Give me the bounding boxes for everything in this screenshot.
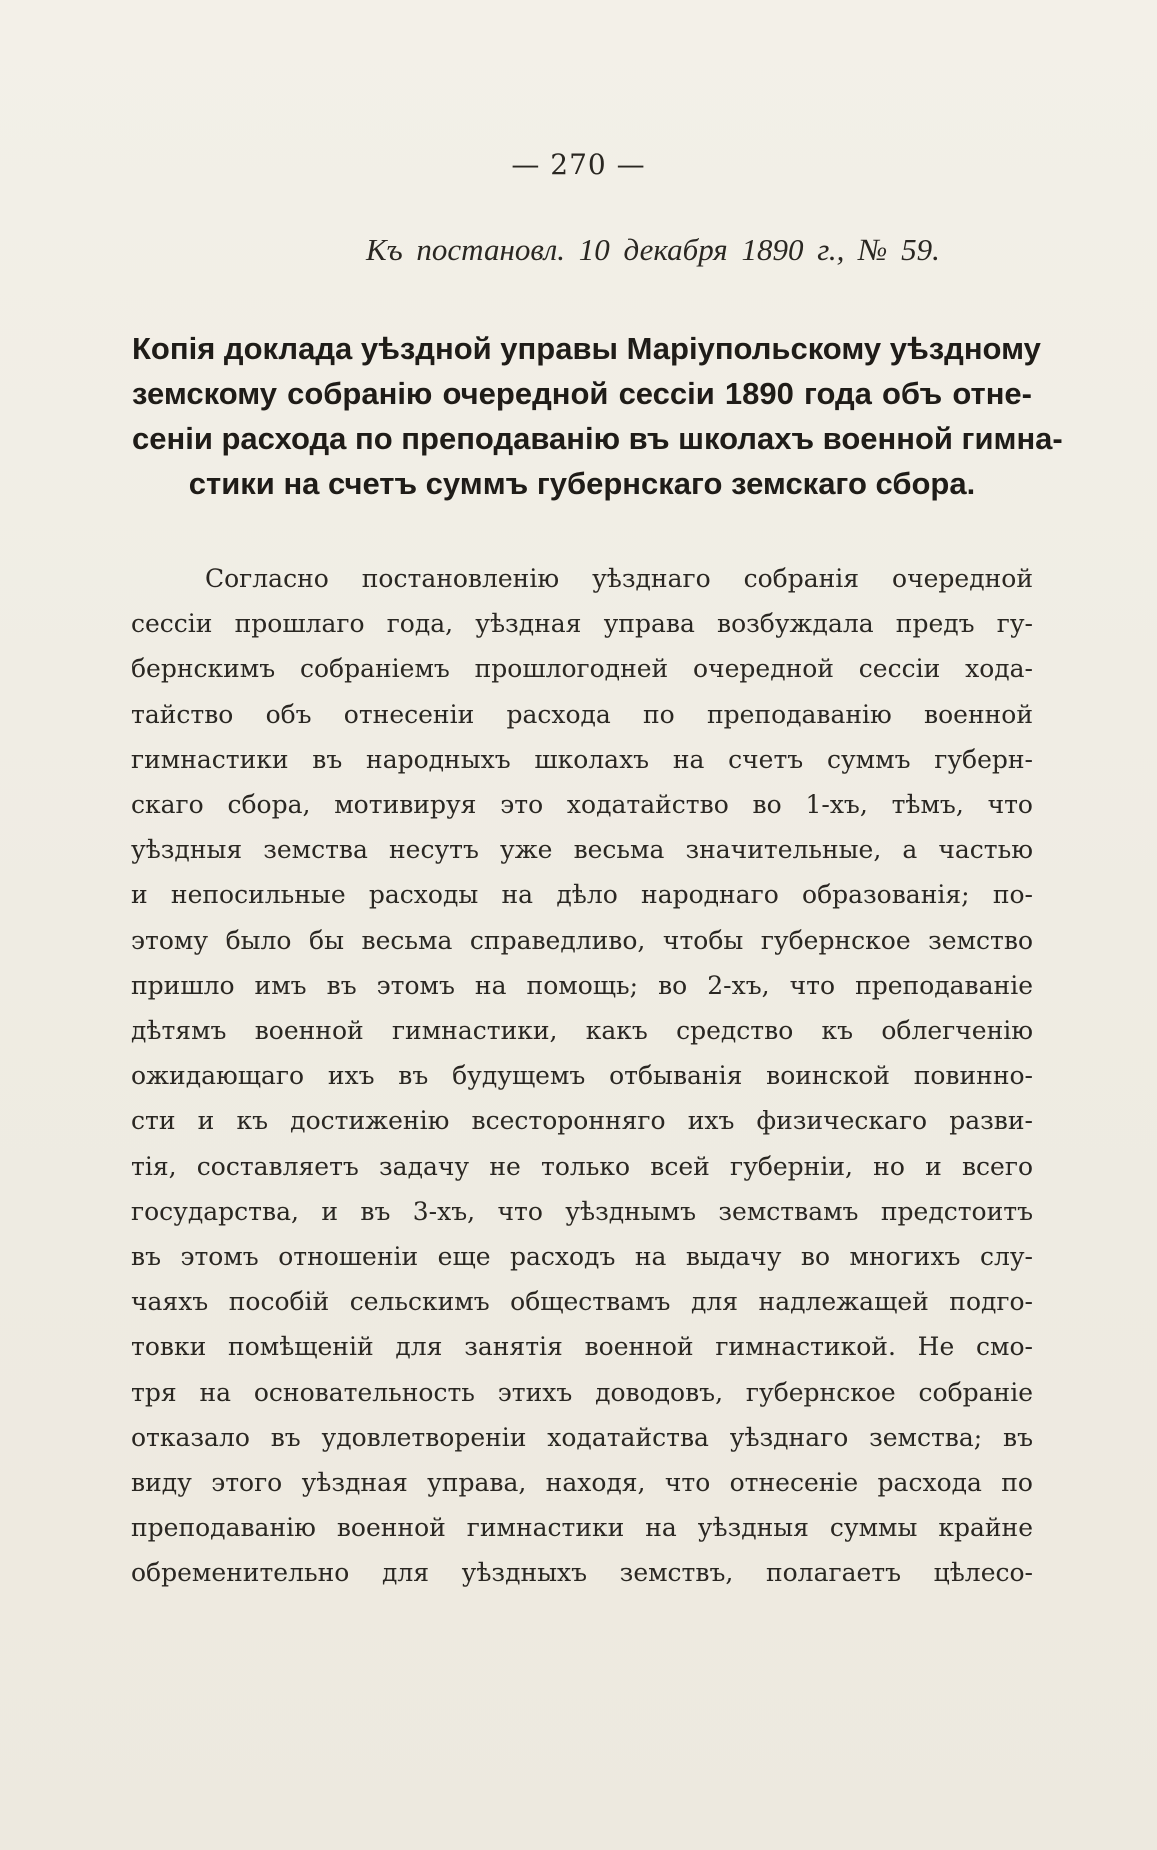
text-line: дѣтямъ военной гимнастики, какъ средство къ облегченію xyxy=(131,1016,1033,1046)
page-number: — 270 — xyxy=(511,148,646,181)
text-line: скаго сбора, мотивируя это ходатайство во 1-хъ, тѣмъ, что xyxy=(131,790,1033,820)
text-line: чаяхъ пособій сельскимъ обществамъ для надлежащей подго- xyxy=(131,1287,1033,1317)
title-line: стики на счетъ суммъ губернскаго земскаго сбора. xyxy=(188,466,976,501)
body-paragraph xyxy=(131,556,1033,1596)
text-line: пришло имъ въ этомъ на помощь; во 2-хъ, что преподаваніе xyxy=(131,970,1033,1000)
text-line: сессіи прошлаго года, уѣздная управа возбуждала предъ гу- xyxy=(131,609,1033,639)
resolution-reference: Къ постановл. 10 декабря 1890 г., № 59. xyxy=(366,232,940,267)
text-line: виду этого уѣздная управа, находя, что отнесеніе расхода по xyxy=(131,1468,1033,1498)
text-line: бернскимъ собраніемъ прошлогодней очередной сессіи хода- xyxy=(131,654,1033,684)
text-line: Согласно постановленію уѣзднаго собранія очередной xyxy=(205,564,1033,593)
text-line: государства, и въ 3-хъ, что уѣзднымъ земствамъ предстоитъ xyxy=(131,1196,1033,1226)
text-line: обременительно для уѣздныхъ земствъ, полагаетъ цѣлесо- xyxy=(131,1558,1033,1588)
text-line: тія, составляетъ задачу не только всей губерніи, но и всего xyxy=(131,1151,1033,1181)
title-line: Копія доклада уѣздной управы Маріупольскому уѣздному xyxy=(132,331,1041,366)
text-line: въ этомъ отношеніи еще расходъ на выдачу во многихъ слу- xyxy=(131,1242,1033,1272)
text-line: товки помѣщеній для занятія военной гимнастикой. Не смо- xyxy=(131,1332,1033,1362)
text-line: отказало въ удовлетвореніи ходатайства уѣзднаго земства; въ xyxy=(131,1422,1033,1452)
text-line: тря на основательность этихъ доводовъ, губернское собраніе xyxy=(131,1377,1033,1407)
text-line: сти и къ достиженію всесторонняго ихъ физическаго разви- xyxy=(131,1106,1033,1136)
text-line: уѣздныя земства несутъ уже весьма значительные, а частью xyxy=(131,835,1033,865)
document-title xyxy=(132,326,1063,506)
title-line: сеніи расхода по преподаванію въ школахъ военной гимна- xyxy=(132,421,1063,456)
text-line: этому было бы весьма справедливо, чтобы губернское земство xyxy=(131,925,1033,955)
text-line: ожидающаго ихъ въ будущемъ отбыванія воинской повинно- xyxy=(131,1061,1033,1091)
title-line: земскому собранію очередной сессіи 1890 года объ отне- xyxy=(132,376,1032,411)
text-line: тайство объ отнесеніи расхода по преподаванію военной xyxy=(131,699,1033,729)
text-line: гимнастики въ народныхъ школахъ на счетъ суммъ губерн- xyxy=(131,744,1033,774)
text-line: и непосильные расходы на дѣло народнаго образованія; по- xyxy=(131,880,1033,910)
text-line: преподаванію военной гимнастики на уѣздныя суммы крайне xyxy=(131,1513,1033,1543)
